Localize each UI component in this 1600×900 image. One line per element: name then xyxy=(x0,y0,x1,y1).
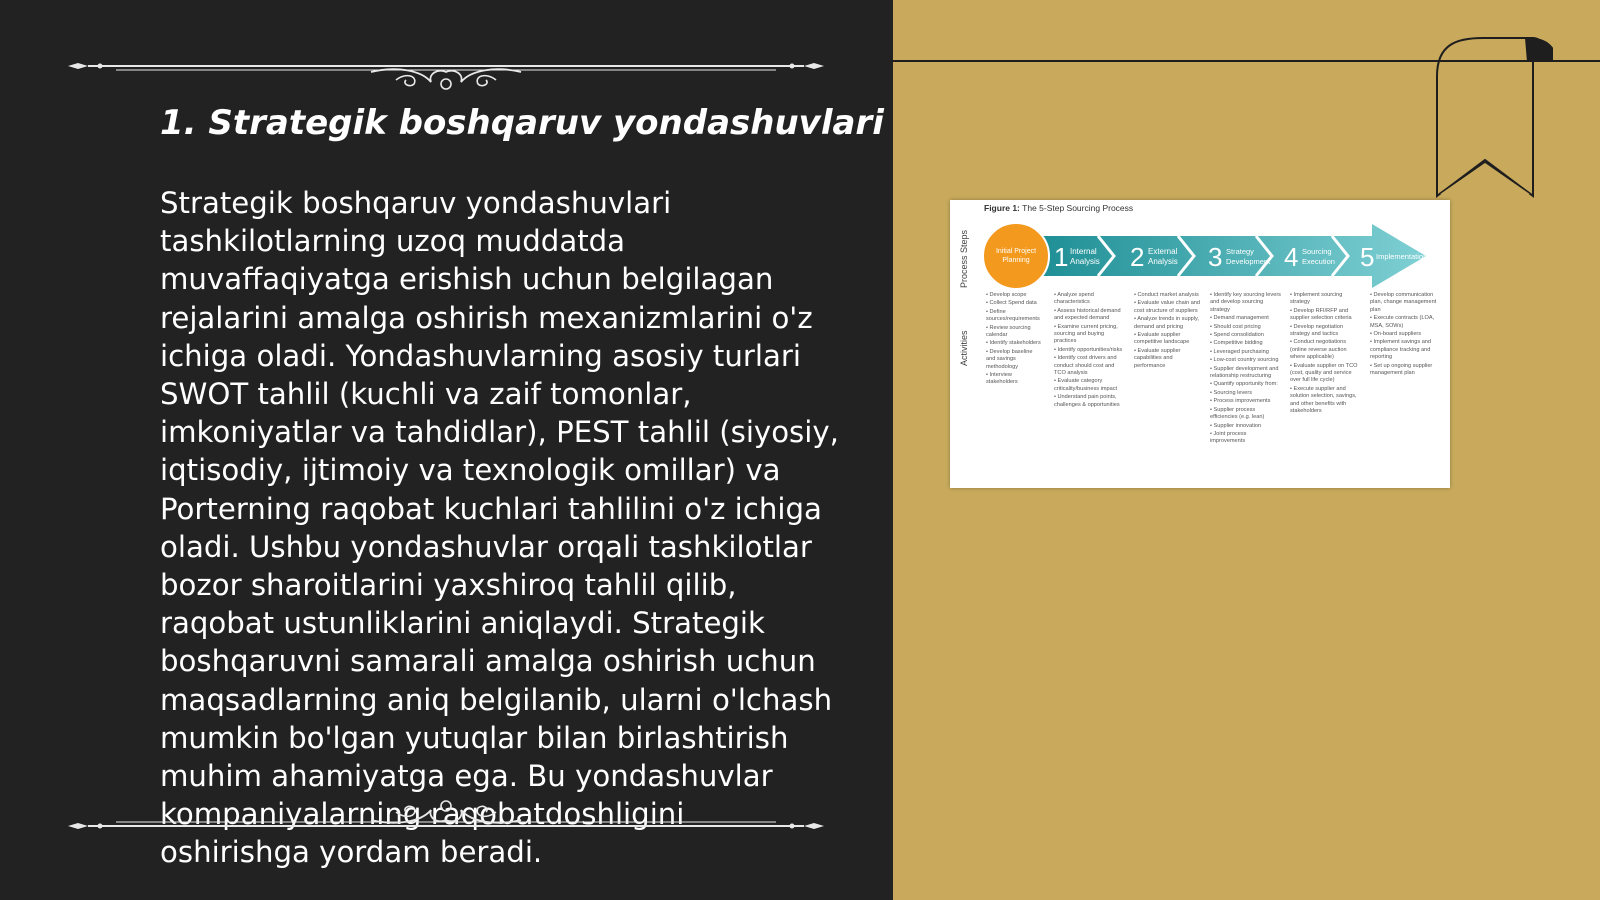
activity-item: • Implement sourcing strategy xyxy=(1290,292,1343,306)
activity-item: • Demand management xyxy=(1210,315,1269,322)
activity-item: • Evaluate supplier competitive landscape xyxy=(1134,332,1190,346)
sourcing-process-figure xyxy=(950,200,1450,488)
activity-item: • Evaluate supplier capabilities and performance xyxy=(1134,347,1181,369)
activity-item: • Evaluate supplier on TCO (cost, quality and service over full life cycle) xyxy=(1290,362,1358,384)
activities-col-0 xyxy=(986,292,1042,388)
activity-item: • Joint process improvements xyxy=(1210,430,1247,445)
step-1-label: Internal xyxy=(1070,247,1097,256)
activity-item: • Conduct market analysis xyxy=(1134,292,1199,298)
activities-col-2 xyxy=(1134,292,1202,371)
activity-item: • Identify opportunities/risks xyxy=(1054,346,1123,353)
activity-item: • Sourcing levers xyxy=(1210,389,1253,396)
activities-col-4 xyxy=(1290,292,1362,417)
activity-item: • Process improvements xyxy=(1210,398,1271,405)
activity-item: • Spend consolidation xyxy=(1210,332,1264,339)
step-4-number: 4 xyxy=(1284,242,1299,272)
activity-item: • Develop RFI/RFP and supplier selection criteria xyxy=(1290,307,1352,322)
activity-item: • Develop baseline and savings methodology xyxy=(986,348,1033,370)
step-5-label: Implementation xyxy=(1376,252,1428,261)
step-5-number: 5 xyxy=(1360,242,1375,272)
activity-item: • Supplier innovation xyxy=(1210,422,1262,429)
activity-item: • Quantify opportunity from: xyxy=(1210,381,1278,388)
activity-item: • Should cost pricing xyxy=(1210,323,1261,330)
step-1-number: 1 xyxy=(1054,242,1069,272)
bottom-ornament xyxy=(66,782,826,832)
activity-item: • Supplier process efficiencies (e.g. lean) xyxy=(1210,406,1265,421)
process-steps-label: Process Steps xyxy=(959,229,969,288)
activity-item: • Develop scope xyxy=(986,292,1027,298)
activities-col-3 xyxy=(1210,292,1282,447)
svg-text:Analysis: Analysis xyxy=(1148,257,1178,266)
activity-item: • Evaluate category criticality/business impact xyxy=(1054,378,1118,392)
step-2-label: External xyxy=(1148,247,1178,256)
step-4-label: Sourcing xyxy=(1302,247,1332,256)
activity-item: • Identify key sourcing levers and develop sourcing strategy xyxy=(1210,292,1281,313)
step-2-number: 2 xyxy=(1130,242,1145,272)
activity-item: • Assess historical demand and expected demand xyxy=(1054,307,1121,322)
bookmark-icon xyxy=(1433,34,1553,204)
activity-item: • Leveraged purchasing xyxy=(1210,348,1269,355)
svg-text:Analysis: Analysis xyxy=(1070,257,1100,266)
activity-item: • Examine current pricing, sourcing and buying practices xyxy=(1054,323,1118,345)
activity-item: • Evaluate value chain and cost structure of suppliers xyxy=(1134,300,1201,314)
slide-body-text: Strategik boshqaruv yondashuvlari tashkilotlarning uzoq muddatda muvaffaqiyatga erishish uchun belgilagan rejalarini amalga oshirish mexanizmlarini o'z ichiga oladi. Yondashuvlarning asosiy turlari SWOT tahlil (kuchli va zaif tomonlar, imkoniyatlar va tahdidlar), PEST tahlil (siyosiy, iqtisodiy, ijtimoiy va texnologik omillar) va Porterning raqobat kuchlari tahlilini o'z ichiga oladi. Ushbu yondashuvlar orqali tashkilotlar bozor sharoitlarini yaxshiroq tahlil qilib, raqobat ustunliklarini aniqlaydi. Strategik boshqaruvni samarali amalga oshirish uchun maqsadlarning aniq belgilanib, ularni o'lchash mumkin bo'lgan yutuqlar bilan birlashtirish muhim ahamiyatga ega. Bu yondashuvlar kompaniyalarning raqobatdoshligini oshirishga yordam beradi. xyxy=(160,186,839,870)
step-3-label: Strategy xyxy=(1226,247,1254,256)
activity-item: • Review sourcing calendar xyxy=(986,324,1031,339)
activity-item: • Define sources/requirements xyxy=(986,308,1040,323)
activity-item: • Low-cost country sourcing xyxy=(1210,357,1279,364)
activity-item: • Collect Spend data xyxy=(986,300,1037,307)
activity-item: • Set up ongoing supplier management plan xyxy=(1370,362,1433,377)
activity-item: • Execute contracts (LOA, MSA, SOWs) xyxy=(1370,315,1435,329)
svg-text:Development: Development xyxy=(1226,257,1271,266)
activity-item: • Competitive bidding xyxy=(1210,340,1263,347)
activity-item: • Implement savings and compliance tracking and reporting xyxy=(1370,339,1432,361)
activities-col-5 xyxy=(1370,292,1442,378)
activities-col-1 xyxy=(1054,292,1124,410)
activity-item: • Develop negotiation strategy and tactics xyxy=(1290,323,1343,338)
activity-item: • On-board suppliers xyxy=(1370,331,1422,338)
activity-item: • Interview stakeholders xyxy=(986,372,1018,386)
figure-caption: Figure 1: The 5-Step Sourcing Process xyxy=(984,203,1134,213)
activities-label: Activities xyxy=(959,330,969,366)
activity-item: • Identify stakeholders xyxy=(986,340,1041,347)
activity-item: • Analyze spend characteristics xyxy=(1054,292,1094,306)
activity-item: • Analyze trends in supply, demand and pricing xyxy=(1134,316,1199,330)
activity-item: • Conduct negotiations (online reverse auction where applicable) xyxy=(1290,339,1347,361)
step-0-label: Initial Project xyxy=(995,248,1037,255)
process-steps-banner xyxy=(980,218,1442,290)
activity-item: • Identify cost drivers and conduct should cost and TCO analysis xyxy=(1054,355,1117,377)
activity-item: • Understand pain points, challenges & opportunities xyxy=(1054,394,1120,408)
svg-text:Execution: Execution xyxy=(1302,257,1335,266)
svg-text:Planning: Planning xyxy=(1002,257,1030,264)
activity-item: • Supplier development and relationship restructuring xyxy=(1210,365,1279,380)
activity-item: • Develop communication plan, change management plan xyxy=(1370,292,1437,313)
step-3-number: 3 xyxy=(1208,242,1223,272)
activity-item: • Execute supplier and solution selection, savings, and other benefits with stakeholders xyxy=(1290,385,1357,415)
top-ornament xyxy=(66,40,826,90)
slide-title: 1. Strategik boshqaruv yondashuvlari xyxy=(160,103,884,143)
activities-grid xyxy=(986,292,1446,482)
